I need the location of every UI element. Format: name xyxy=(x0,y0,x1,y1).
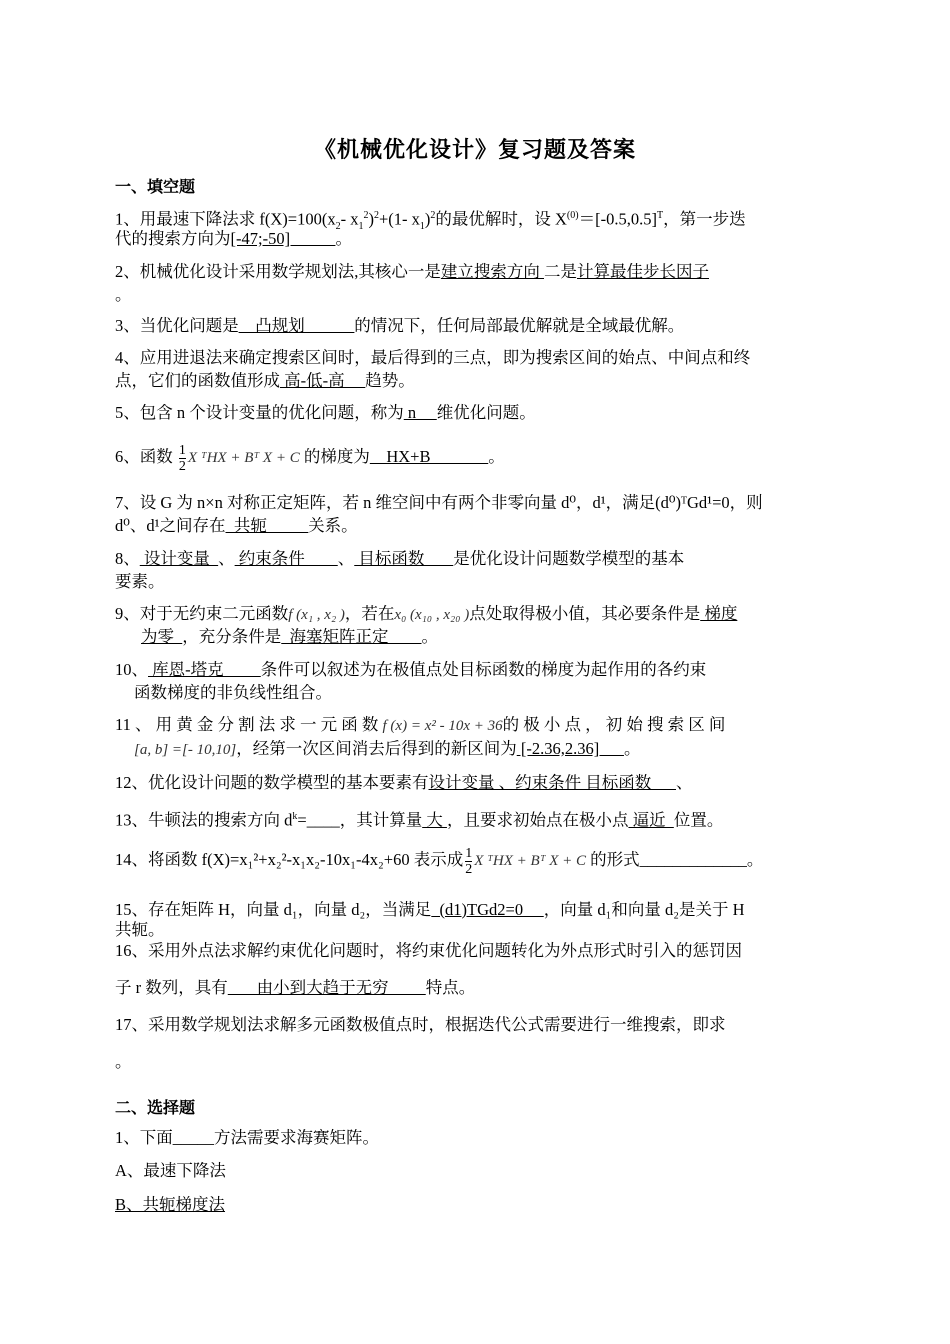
answer-blank: 为零 xyxy=(141,627,183,646)
question-17: 17、采用数学规划法求解多元函数极值点时，根据迭代公式需要进行一维搜索，即求 xyxy=(115,1015,726,1034)
math-quadratic-form: X ᵀHX + Bᵀ X + C xyxy=(187,450,300,466)
question-9-line2: 为零 ，充分条件是 海塞矩阵正定 。 xyxy=(141,627,438,646)
fraction-one-half: $\frac{1}{2}$ xyxy=(465,845,473,877)
question-4-line2: 点，它们的函数值形成 高-低-高 趋势。 xyxy=(115,371,415,390)
question-6: 6、函数 $\frac{1}{2}$ X ᵀHX + Bᵀ X + C 的梯度为 HX+B 。 xyxy=(115,442,505,474)
question-7-line2: d⁰、d¹之间存在_共轭_____关系。 xyxy=(115,516,358,535)
question-13: 13、牛顿法的搜索方向 $d^k=\_\_\_\_$，其计算量 大 ，且要求初始点在极小点 逼近 位置。 xyxy=(115,810,724,830)
question-11: 11 、 用 黄 金 分 割 法 求 一 元 函 数 f (x) = x² - 10x + 36的 极 小 点 ， 初 始 搜 索 区 间 xyxy=(115,715,726,734)
answer-blank: n xyxy=(403,403,437,422)
question-7: 7、设 G 为 n×n 对称正定矩阵，若 n 维空间中有两个非零向量 d⁰，d¹，满足(d⁰)ᵀGd¹=0，则 xyxy=(115,493,763,512)
answer-blank: _____________ xyxy=(639,850,747,869)
answer-blank: 库恩-塔克 xyxy=(148,660,261,679)
question-15-line2: 共轭。 xyxy=(115,920,165,939)
answer-blank: ____ xyxy=(306,810,340,830)
document-title: 《机械优化设计》复习题及答案 xyxy=(313,138,636,163)
answer-blank: _____ xyxy=(172,1128,214,1147)
answer-blank: [-47;-50] xyxy=(230,229,336,248)
answer-blank: 梯度 xyxy=(700,604,738,623)
question-10-line2: 函数梯度的非负线性组合。 xyxy=(134,683,332,702)
question-15: 15、存在矩阵 H，向量 d₁，向量 d₂，当满足 (d1)TGd2=0 ，向量 d₁和向量 d₂是关于 H xyxy=(115,900,745,919)
question-8-line2: 要素。 xyxy=(115,572,165,591)
question-10: 10、 库恩-塔克 条件可以叙述为在极值点处目标函数的梯度为起作用的各约束 xyxy=(115,660,707,679)
choice-option-b: B、共轭梯度法 xyxy=(115,1195,226,1214)
math-function: f (x) = x² - 10x + 36 xyxy=(382,718,503,734)
answer-blank: [-2.36,2.36] xyxy=(516,739,624,758)
question-3: 3、当优化问题是__凸规划______的情况下，任何局部最优解就是全域最优解。 xyxy=(115,316,685,335)
answer-blank: 大 xyxy=(422,810,447,830)
answer-blank: 目标函数 xyxy=(354,549,454,568)
question-4: 4、应用进退法来确定搜索区间时，最后得到的三点，即为搜索区间的始点、中间点和终 xyxy=(115,348,751,367)
question-9: 9、对于无约束二元函数f (x₁ , x₂ )，若在x₀ (x₁₀ , x₂₀ )点处取得极小值，其必要条件是 梯度 xyxy=(115,604,738,623)
answer-blank: 高-低-高 xyxy=(280,371,366,390)
answer-blank: 设计变量 、约束条件 目标函数 xyxy=(428,773,676,792)
answer-blank: (d1)TGd2=0 xyxy=(431,900,544,919)
section-heading-choice: 二、选择题 xyxy=(115,1098,196,1117)
question-14: 14、将函数 f(X)=x₁²+x₂²-x₁x₂-10x₁-4x₂+60 表示成 $\frac{1}{2}$ X ᵀHX + Bᵀ X + C 的形式_____________。 xyxy=(115,845,764,877)
answer-blank: 计算最佳步长因子 xyxy=(577,262,709,281)
question-5: 5、包含 n 个设计变量的优化问题，称为 n 维优化问题。 xyxy=(115,403,536,422)
math-quadratic-form: X ᵀHX + Bᵀ X + C xyxy=(474,853,587,869)
answer-blank: 约束条件 xyxy=(234,549,338,568)
question-1-line2: 代的搜索方向为[-47;-50] 。 xyxy=(115,229,352,248)
question-16: 16、采用外点法求解约束优化问题时，将约束优化问题转化为外点形式时引入的惩罚因 xyxy=(115,941,742,960)
question-8: 8、 设计变量 、 约束条件 、 目标函数 是优化设计问题数学模型的基本 xyxy=(115,549,685,568)
answer-blank: _共轭_____ xyxy=(225,516,309,535)
question-2: 2、机械优化设计采用数学规划法,其核心一是建立搜索方向 二是计算最佳步长因子 xyxy=(115,262,709,281)
question-1: 1、用最速下降法求 $f(X)=100(x_2-$ $x_1^2)^2+(1-$ $x_1)^2$的最优解时，设 $X^{(0)}=[-0.5,0.5]^T$，第一步迭 xyxy=(115,209,746,232)
question-16-line2: 子 r 数列，具有 由小到大趋于无穷 特点。 xyxy=(115,978,476,997)
answer-blank: 建立搜索方向 xyxy=(440,262,544,281)
question-2-line2: 。 xyxy=(115,285,132,304)
choice-option-a: A、最速下降法 xyxy=(115,1161,226,1180)
math-interval: [a, b] =[- 10,10] xyxy=(134,742,237,758)
section-heading-fill: 一、填空题 xyxy=(115,177,196,196)
fraction-one-half: $\frac{1}{2}$ xyxy=(178,442,186,474)
question-17-line2: 。 xyxy=(115,1052,132,1071)
math-function: f (x₁ , x₂ ) xyxy=(288,607,345,623)
answer-blank: 设计变量 xyxy=(139,549,219,568)
answer-blank: 海塞矩阵正定 xyxy=(281,627,422,646)
question-11-line2: [a, b] =[- 10,10]，经第一次区间消去后得到的新区间为 [-2.36,2.36] 。 xyxy=(134,739,641,758)
choice-question-1: 1、下面_____方法需要求海赛矩阵。 xyxy=(115,1128,379,1147)
answer-blank: __凸规划______ xyxy=(238,316,355,335)
answer-blank: 逼近 xyxy=(628,810,674,830)
answer-blank: HX+B xyxy=(369,447,489,466)
question-12: 12、优化设计问题的数学模型的基本要素有设计变量 、约束条件 目标函数 、 xyxy=(115,773,693,792)
answer-blank: 由小到大趋于无穷 xyxy=(227,978,426,997)
math-point: x₀ (x₁₀ , x₂₀ ) xyxy=(394,607,470,623)
